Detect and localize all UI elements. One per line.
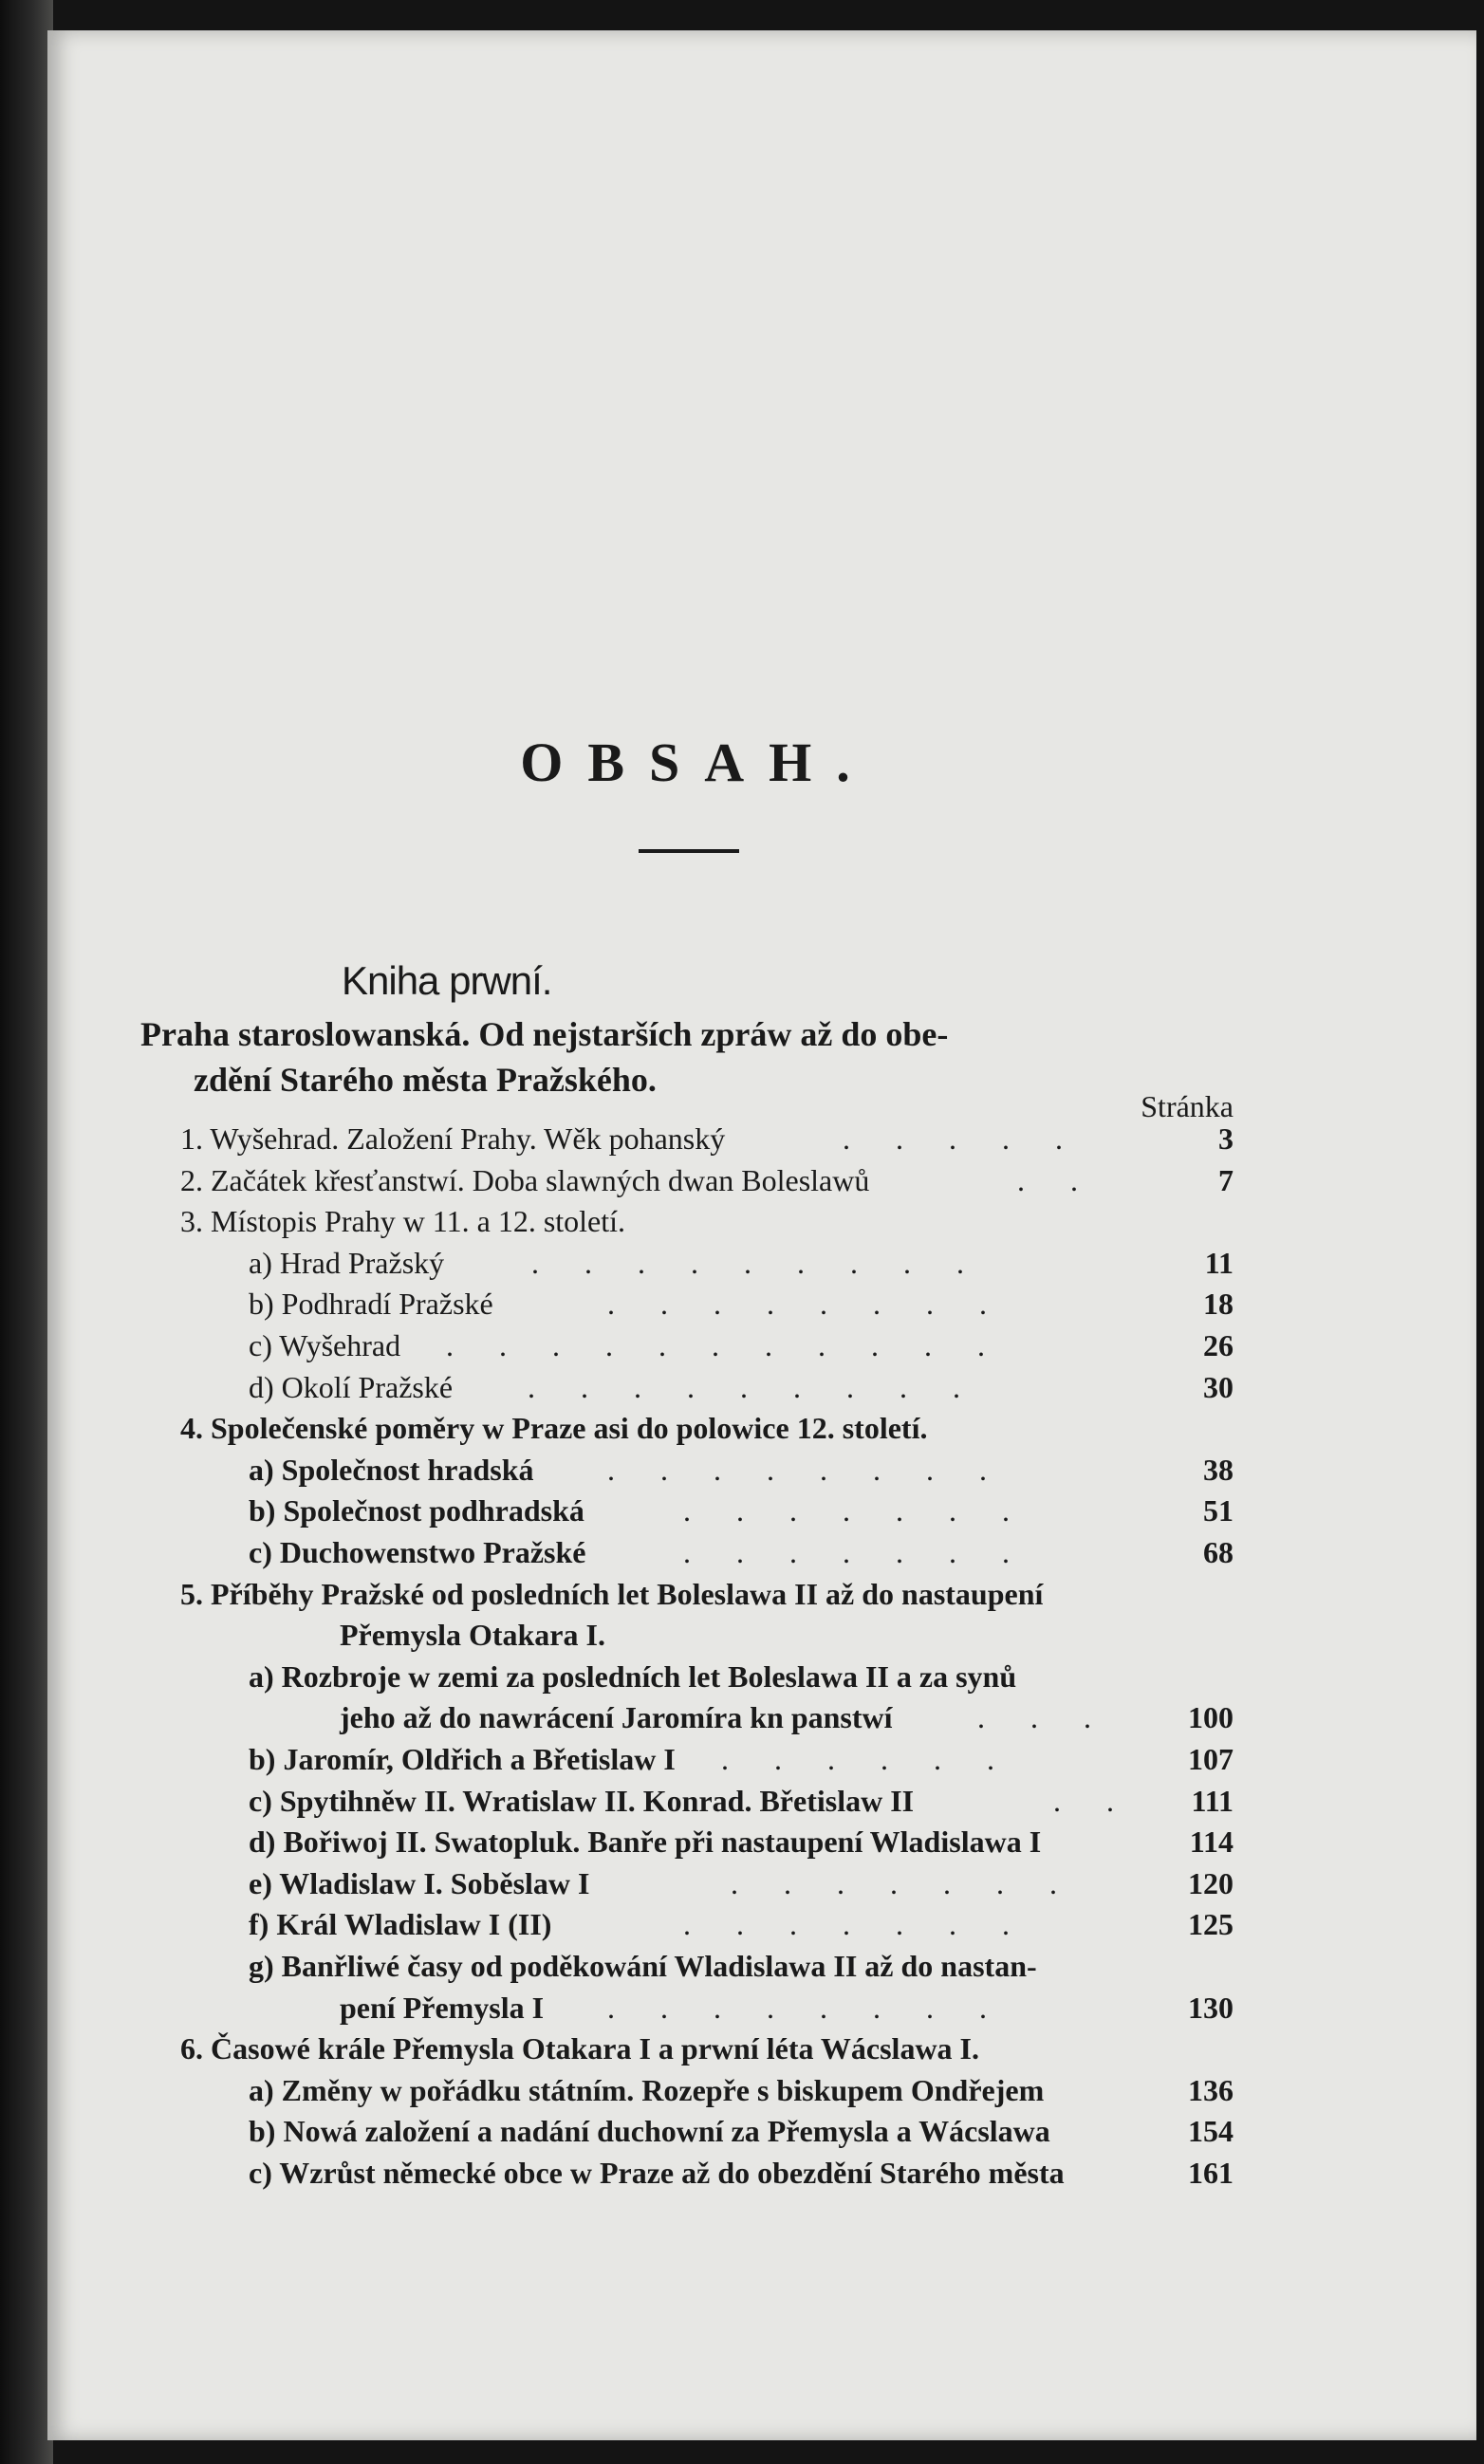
- page-column-label: Stránka: [1141, 1089, 1234, 1123]
- toc-entry: [0, 1328, 1484, 1370]
- toc-entry-text: a) Rozbroje w zemi za posledních let Boleslawa II a za synů: [249, 1658, 1017, 1694]
- toc-page-number: 161: [1188, 2156, 1234, 2190]
- toc-page-number: 30: [1203, 1369, 1234, 1404]
- toc-entry-text: d) Okolí Pražské: [249, 1369, 454, 1404]
- page-title: OBSAH.: [520, 732, 875, 793]
- toc-entry-text: a) Změny w pořádku státním. Rozepře s biskupem Ondřejem: [249, 2072, 1045, 2107]
- toc-entry: [0, 1535, 1484, 1577]
- toc-entry-text: 3. Místopis Prahy w 11. a 12. století.: [180, 1204, 626, 1239]
- toc-entry: [0, 1866, 1484, 1908]
- toc-page-number: 18: [1203, 1287, 1234, 1322]
- toc-entry-text: c) Spytihněw II. Wratislaw II. Konrad. Břetislaw II: [249, 1783, 915, 1818]
- toc-entry-text: g) Banřliwé časy od poděkowání Wladislawa II až do nastan-: [249, 1949, 1037, 1983]
- toc-entry-text: 2. Začátek křesťanstwí. Doba slawných dwan Boleslawů: [180, 1162, 870, 1197]
- toc-leader-dots: . .: [1017, 1162, 1097, 1197]
- toc-leader-dots: . . . . . . . .: [607, 1990, 1006, 2025]
- toc-leader-dots: . .: [1053, 1783, 1133, 1818]
- toc-page-number: 111: [1191, 1783, 1234, 1818]
- toc-entry-text: b) Společnost podhradská: [249, 1493, 584, 1528]
- section-heading-line-1: Praha staroslowanská. Od nejstarších zpráw až do obe-: [140, 1015, 949, 1053]
- toc-entry: [0, 1204, 1484, 1246]
- section-heading: [140, 1011, 1165, 1102]
- toc-leader-dots: . . . . . . . .: [607, 1287, 1006, 1322]
- toc-entry: [0, 1121, 1484, 1163]
- toc-leader-dots: . . . . . . .: [683, 1535, 1029, 1569]
- toc-entry: [0, 1949, 1484, 1991]
- toc-page-number: 100: [1188, 1700, 1234, 1735]
- toc-page-number: 130: [1188, 1990, 1234, 2025]
- toc-entry: [0, 2073, 1484, 2115]
- toc-entry: [0, 1577, 1484, 1619]
- toc-page-number: 107: [1188, 1742, 1234, 1776]
- toc-leader-dots: . . . . . . . . . . .: [446, 1328, 1004, 1362]
- toc-leader-dots: . . . . . .: [721, 1742, 1013, 1776]
- toc-entry-text: Přemysla Otakara I.: [340, 1618, 605, 1653]
- toc-entry: [0, 1907, 1484, 1949]
- toc-entry: [0, 1659, 1484, 1701]
- toc-entry-text: pení Přemysla I: [340, 1990, 545, 2025]
- toc-page-number: 136: [1188, 2072, 1234, 2107]
- toc-entry: [0, 1742, 1484, 1784]
- toc-page-number: 7: [1218, 1162, 1234, 1197]
- toc-entry: [0, 1825, 1484, 1866]
- toc-entry: [0, 2031, 1484, 2073]
- toc-page-number: 11: [1204, 1245, 1234, 1280]
- toc-entry-text: 6. Časowé krále Přemysla Otakara I a prwní léta Wácslawa I.: [180, 2031, 979, 2066]
- toc-entry: [0, 1784, 1484, 1825]
- toc-entry-text: e) Wladislaw I. Soběslaw I: [249, 1865, 590, 1900]
- toc-entry-text: a) Hrad Pražský: [249, 1245, 445, 1280]
- toc-entry-text: 1. Wyšehrad. Založení Prahy. Wěk pohanský: [180, 1121, 726, 1156]
- toc-leader-dots: . . . . . . .: [683, 1493, 1029, 1528]
- toc-entry-text: b) Jaromír, Oldřich a Břetislaw I: [249, 1742, 676, 1776]
- toc-leader-dots: . . . . .: [843, 1121, 1082, 1156]
- toc-page-number: 3: [1218, 1121, 1234, 1156]
- toc-entry-text: b) Nowá založení a nadání duchowní za Přemysla a Wácslawa: [249, 2114, 1050, 2149]
- toc-entry-text: c) Wyšehrad: [249, 1328, 401, 1362]
- toc-entry-text: 5. Příběhy Pražské od posledních let Boleslawa II až do nastaupení: [180, 1576, 1044, 1611]
- toc-entry: [0, 1370, 1484, 1412]
- title-divider: [639, 849, 739, 853]
- toc-leader-dots: . . . . . . . .: [607, 1452, 1006, 1487]
- toc-page-number: 26: [1203, 1328, 1234, 1362]
- toc-entry-text: b) Podhradí Pražské: [249, 1287, 493, 1322]
- toc-leader-dots: . . . . . . .: [683, 1907, 1029, 1942]
- toc-entry: [0, 1163, 1484, 1205]
- toc-entry: [0, 1700, 1484, 1742]
- toc-entry: [0, 1287, 1484, 1328]
- toc-entry-text: jeho až do nawrácení Jaromíra kn panstwí: [340, 1700, 893, 1735]
- toc-leader-dots: . . .: [977, 1700, 1110, 1735]
- toc-page-number: 114: [1189, 1825, 1234, 1860]
- toc-page-number: 68: [1203, 1535, 1234, 1569]
- toc-entry: [0, 1246, 1484, 1288]
- toc-entry: [0, 1453, 1484, 1494]
- section-heading-line-2: zdění Starého města Pražského.: [194, 1061, 657, 1099]
- toc-entry: [0, 1493, 1484, 1535]
- toc-entry-text: c) Wzrůst německé obce w Praze až do obezdění Starého města: [249, 2156, 1065, 2190]
- toc-page-number: 154: [1188, 2114, 1234, 2149]
- toc-leader-dots: . . . . . . . . .: [528, 1369, 979, 1404]
- toc-leader-dots: . . . . . . .: [731, 1865, 1076, 1900]
- toc-entry: [0, 2156, 1484, 2197]
- toc-entry-text: c) Duchowenstwo Pražské: [249, 1535, 586, 1569]
- toc-entry-text: 4. Společenské poměry w Praze asi do polowice 12. století.: [180, 1411, 928, 1446]
- toc-page-number: 38: [1203, 1452, 1234, 1487]
- book-heading: Kniha prwní.: [342, 958, 552, 1003]
- toc-entry-text: d) Bořiwoj II. Swatopluk. Banře při nastaupení Wladislawa I: [249, 1825, 1042, 1860]
- toc-entry-text: f) Král Wladislaw I (II): [249, 1907, 552, 1942]
- toc-entry: [0, 1411, 1484, 1453]
- toc-entry: [0, 1991, 1484, 2032]
- toc-page-number: 51: [1203, 1493, 1234, 1528]
- toc-entry: [0, 1618, 1484, 1659]
- toc-entry: [0, 2114, 1484, 2156]
- toc-page-number: 125: [1188, 1907, 1234, 1942]
- toc-entry-text: a) Společnost hradská: [249, 1452, 534, 1487]
- toc-page-number: 120: [1188, 1865, 1234, 1900]
- toc-leader-dots: . . . . . . . . .: [531, 1245, 983, 1280]
